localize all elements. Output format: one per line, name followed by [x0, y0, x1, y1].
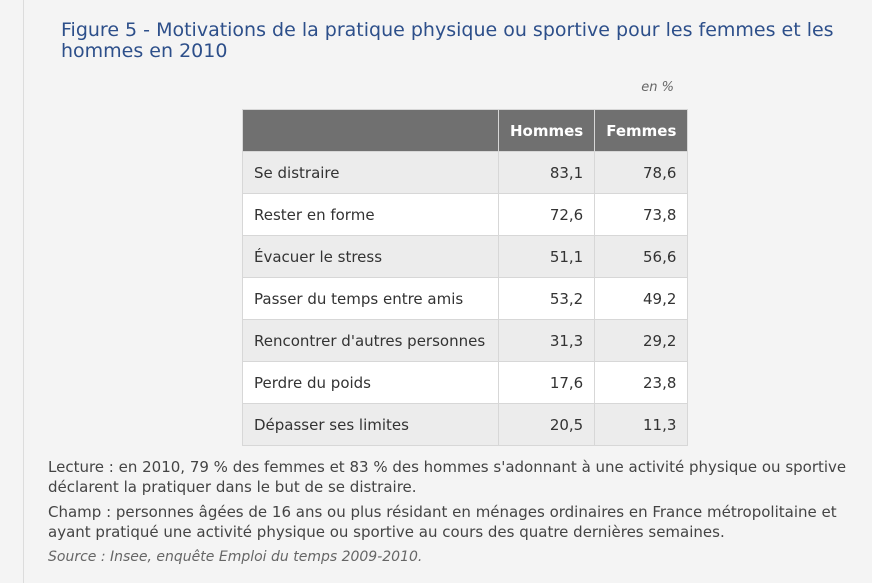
cell-hommes: 31,3	[499, 320, 595, 362]
row-label: Perdre du poids	[243, 362, 499, 404]
table-row	[243, 362, 688, 404]
table-row	[243, 320, 688, 362]
table-row	[243, 404, 688, 446]
cell-femmes: 56,6	[595, 236, 688, 278]
row-label: Se distraire	[243, 152, 499, 194]
cell-hommes: 83,1	[499, 152, 595, 194]
column-header-empty	[243, 110, 499, 152]
column-header-femmes: Femmes	[595, 110, 688, 152]
column-header-hommes: Hommes	[499, 110, 595, 152]
source-note: Source : Insee, enquête Emploi du temps 2009-2010.	[48, 549, 423, 565]
table-header-row	[243, 110, 688, 152]
data-table	[242, 109, 688, 446]
cell-hommes: 72,6	[499, 194, 595, 236]
row-label: Rester en forme	[243, 194, 499, 236]
cell-femmes: 23,8	[595, 362, 688, 404]
cell-femmes: 73,8	[595, 194, 688, 236]
table-row	[243, 152, 688, 194]
figure-title: Figure 5 - Motivations de la pratique physique ou sportive pour les femmes et les hommes en 2010	[61, 19, 834, 62]
lecture-note: Lecture : en 2010, 79 % des femmes et 83 % des hommes s'adonnant à une activité physique ou sportive déclarent la pratiquer dans le but de se distraire.	[48, 458, 847, 496]
table-row	[243, 236, 688, 278]
cell-femmes: 29,2	[595, 320, 688, 362]
champ-note: Champ : personnes âgées de 16 ans ou plus résidant en ménages ordinaires en France métropolitaine et ayant pratiqué une activité physique ou sportive au cours des quatre dernières semaines.	[48, 503, 837, 541]
cell-femmes: 11,3	[595, 404, 688, 446]
cell-hommes: 20,5	[499, 404, 595, 446]
table-row	[243, 278, 688, 320]
left-divider	[23, 0, 24, 583]
table-row	[243, 194, 688, 236]
cell-hommes: 51,1	[499, 236, 595, 278]
cell-hommes: 53,2	[499, 278, 595, 320]
row-label: Évacuer le stress	[243, 236, 499, 278]
cell-femmes: 49,2	[595, 278, 688, 320]
cell-hommes: 17,6	[499, 362, 595, 404]
notes-section	[48, 457, 858, 572]
row-label: Passer du temps entre amis	[243, 278, 499, 320]
unit-label: en %	[641, 80, 674, 95]
row-label: Rencontrer d'autres personnes	[243, 320, 499, 362]
row-label: Dépasser ses limites	[243, 404, 499, 446]
cell-femmes: 78,6	[595, 152, 688, 194]
